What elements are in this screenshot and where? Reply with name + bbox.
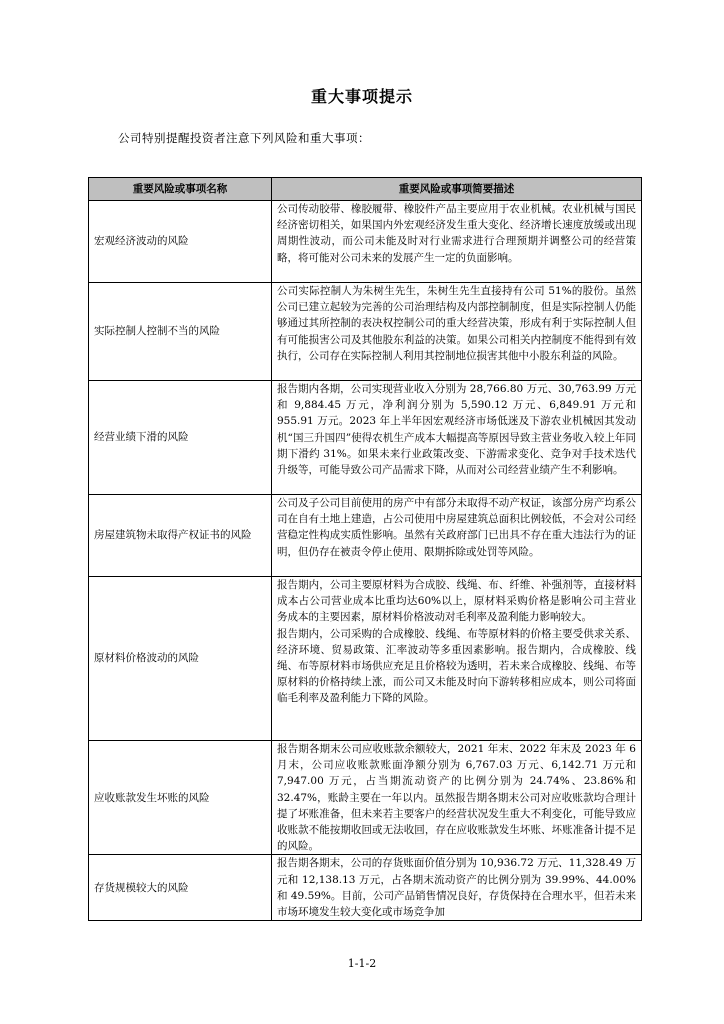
risk-name: 实际控制人控制不当的风险: [89, 283, 272, 381]
risk-name: 宏观经济波动的风险: [89, 201, 272, 283]
risk-description: [272, 283, 642, 381]
table-header-row: [89, 178, 642, 201]
risk-description: [272, 855, 642, 921]
table-row: [89, 855, 642, 921]
table-row: [89, 201, 642, 283]
risk-name: 应收账款发生坏账的风险: [89, 741, 272, 855]
risk-name: 存货规模较大的风险: [89, 855, 272, 921]
intro-text: 公司特别提醒投资者注意下列风险和重大事项：: [118, 131, 370, 145]
risk-description: [272, 741, 642, 855]
table-row: [89, 741, 642, 855]
risk-description-paragraph: 报告期内，公司主要原材料为合成胶、线绳、布、纤维、补强剂等，直接材料成本占公司营业成本比重均达60%以上，原材料采购价格是影响公司主营业务成本的主要因素，原材料价格波动对毛利率及盈利能力影响较大。: [277, 579, 636, 624]
risk-description-paragraph: 公司实际控制人为朱树生先生，朱树生先生直接持有公司 51%的股份。虽然公司已建立起较为完善的公司治理结构及内部控制制度，但是实际控制人仍能够通过其所控制的表决权控制公司的重大经营决策，形成有利于实际控制人但有可能损害公司及其他股东利益的决策。如果公司相关内控制度不能得到有效执行，公司存在实际控制人利用其控制地位损害其他中小股东利益的风险。: [277, 285, 636, 362]
table-row: [89, 577, 642, 741]
table-row: [89, 283, 642, 381]
page-title: 重大事项提示: [310, 87, 413, 106]
risk-description-paragraph: 公司传动胶带、橡胶履带、橡胶件产品主要应用于农业机械。农业机械与国民经济密切相关，如果国内外宏观经济发生重大变化、经济增长速度放缓或出现周期性波动，而公司未能及时对行业需求进行合理预期并调整公司的经营策略，将可能对公司未来的发展产生一定的负面影响。: [277, 203, 636, 264]
risk-description-paragraph: 报告期内各期，公司实现营业收入分别为 28,766.80 万元、30,763.99 万元和 9,884.45 万元，净利润分别为 5,590.12 万元、6,849.91 万元和 955.91 万元。2023 年上半年因宏观经济市场低迷及下游农业机械因其发动机“国三升国四”使得农机生产成本大幅提高等原因导致主营业务收入较上年同期下滑约 31%。如果未来行业政策改变、下游需求变化、竞争对手技术迭代升级等，可能导致公司产品需求下降，从而对公司经营业绩产生不利影响。: [277, 383, 636, 477]
risk-description: [272, 495, 642, 577]
risk-description-paragraph: 公司及子公司目前使用的房产中有部分未取得不动产权证，该部分房产均系公司在自有土地上建造，占公司使用中房屋建筑总面积比例较低，不会对公司经营稳定性构成实质性影响。虽然有关政府部门已出具不存在重大违法行为的证明，但仍存在被责令停止使用、限期拆除或处罚等风险。: [277, 497, 636, 558]
risk-description: [272, 577, 642, 741]
risk-description-paragraph: 报告期内，公司采购的合成橡胶、线绳、布等原材料的价格主要受供求关系、经济环境、贸易政策、汇率波动等多重因素影响。报告期内，合成橡胶、线绳、布等原材料市场供应充足且价格较为透明，若未来合成橡胶、线绳、布等原材料的价格持续上涨，而公司又未能及时向下游转移相应成本，则公司将面临毛利率及盈利能力下降的风险。: [277, 627, 636, 705]
column-header-name: 重要风险或事项名称: [89, 178, 272, 201]
table-row: [89, 495, 642, 577]
column-header-description: 重要风险或事项简要描述: [272, 178, 642, 201]
risk-name: 原材料价格波动的风险: [89, 577, 272, 741]
risk-description: [272, 201, 642, 283]
risk-description-paragraph: 报告期各期末，公司的存货账面价值分别为 10,936.72 万元、11,328.49 万元和 12,138.13 万元，占各期末流动资产的比例分别为 39.99%、44.00%和 49.59%。目前，公司产品销售情况良好，存货保持在合理水平，但若未来市场环境发生较大变化或市场竞争加: [277, 857, 636, 919]
table-row: [89, 381, 642, 495]
risk-name: 经营业绩下滑的风险: [89, 381, 272, 495]
risk-table: [88, 177, 642, 921]
page-number: 1-1-2: [347, 957, 377, 970]
risk-description: [272, 381, 642, 495]
risk-name: 房屋建筑物未取得产权证书的风险: [89, 495, 272, 577]
risk-description-paragraph: 报告期各期末公司应收账款余额较大，2021 年末、2022 年末及 2023 年 6 月末，公司应收账款账面净额分别为 6,767.03 万元、6,142.71 万元和 7,947.00 万元，占当期流动资产的比例分别为 24.74%、23.86%和 32.47%，账龄主要在一年以内。虽然报告期各期末公司对应收账款均合理计提了坏账准备，但未来若主要客户的经营状况发生重大不利变化，可能导致应收账款不能按期收回或无法收回，存在应收账款发生坏账、坏账准备计提不足的风险。: [277, 743, 636, 853]
